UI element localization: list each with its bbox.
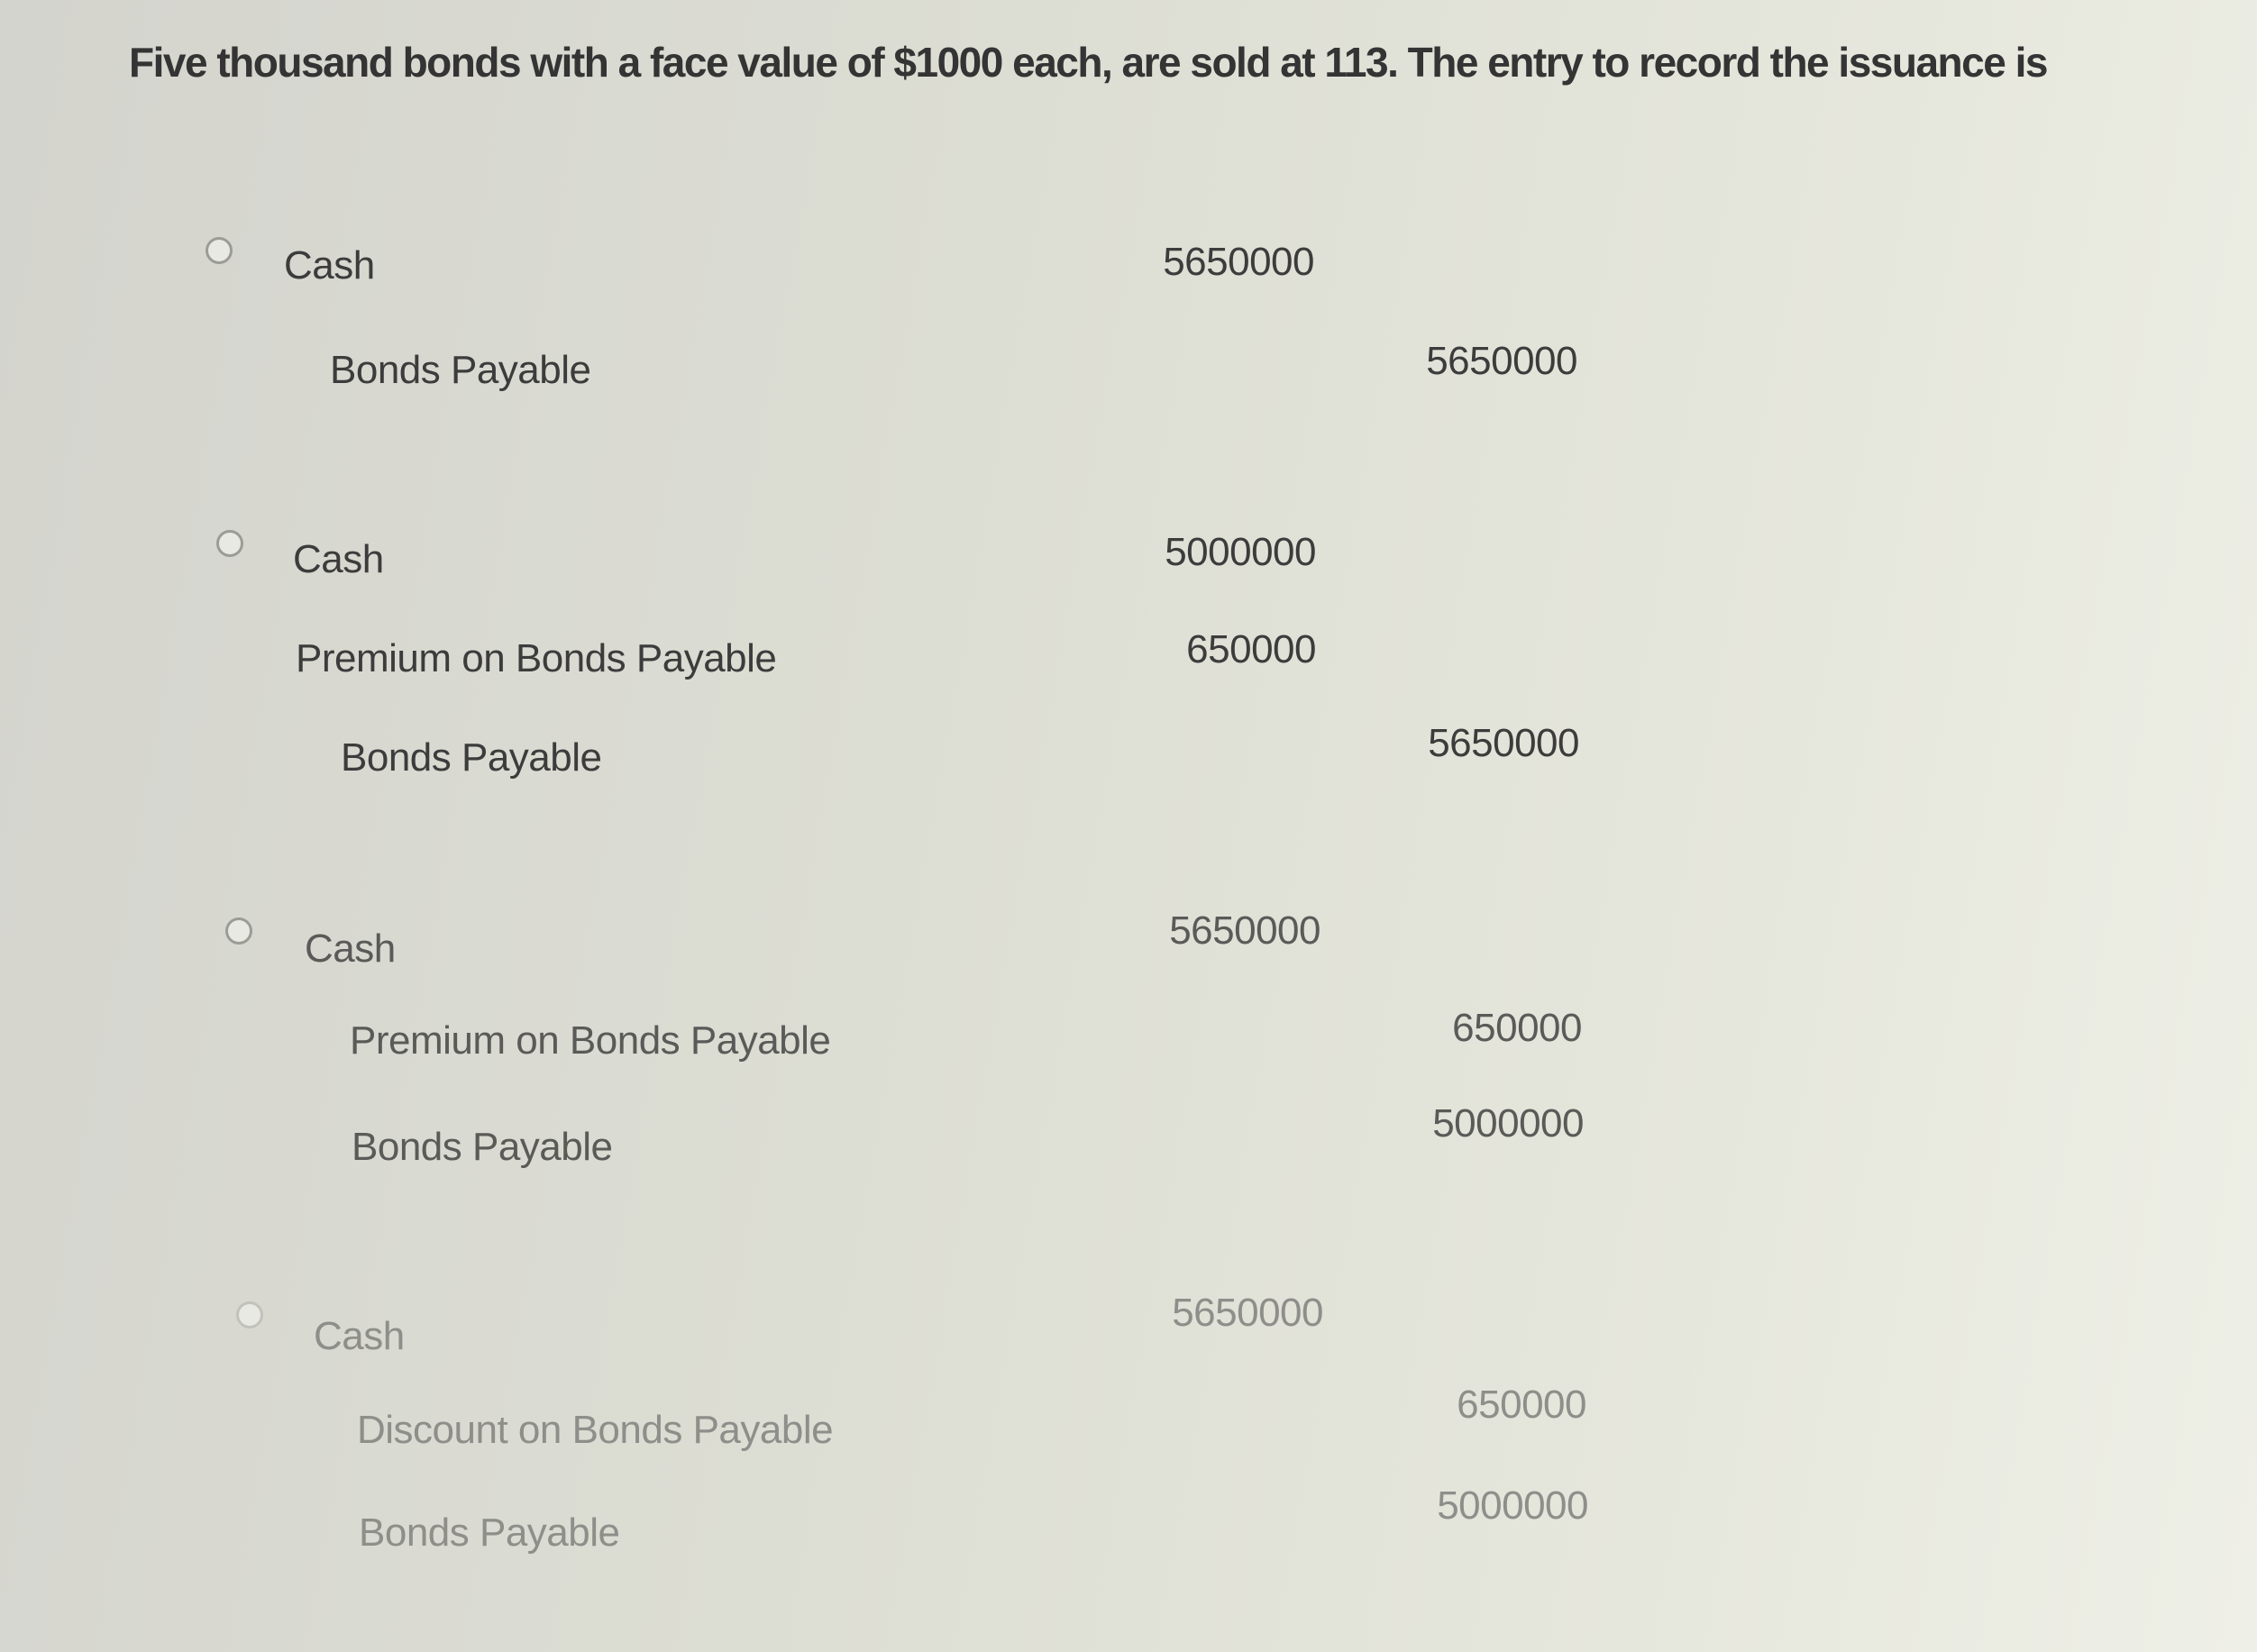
option-c-account-2: Premium on Bonds Payable: [350, 1018, 831, 1063]
option-d-account-3: Bonds Payable: [359, 1511, 620, 1555]
option-d-credit-3: 5000000: [1437, 1483, 1588, 1528]
option-c-credit-2: 650000: [1452, 1006, 1582, 1050]
radio-button-option-c[interactable]: [225, 917, 252, 945]
option-d-credit-2: 650000: [1457, 1383, 1586, 1427]
option-b-account-2: Premium on Bonds Payable: [296, 636, 777, 680]
radio-button-option-b[interactable]: [216, 530, 243, 557]
option-a-debit-1: 5650000: [1163, 240, 1314, 284]
radio-button-option-a[interactable]: [206, 237, 233, 264]
option-c-credit-3: 5000000: [1432, 1101, 1584, 1145]
option-a-account-1: Cash: [284, 243, 375, 288]
option-a-credit-2: 5650000: [1426, 339, 1577, 383]
option-c-debit-1: 5650000: [1169, 908, 1320, 953]
option-c-account-3: Bonds Payable: [352, 1125, 613, 1169]
option-b-debit-2: 650000: [1186, 627, 1316, 671]
option-d-debit-1: 5650000: [1172, 1291, 1323, 1335]
radio-button-option-d[interactable]: [236, 1301, 263, 1328]
option-b-credit-3: 5650000: [1428, 721, 1579, 765]
option-c-account-1: Cash: [305, 926, 396, 971]
option-b-debit-1: 5000000: [1165, 530, 1316, 574]
option-b-account-1: Cash: [293, 537, 384, 581]
option-b-account-3: Bonds Payable: [341, 735, 602, 780]
option-d-account-2: Discount on Bonds Payable: [357, 1408, 834, 1452]
question-text: Five thousand bonds with a face value of $1000 each, are sold at 113. The entry to record the issuance is: [129, 39, 2047, 86]
option-a-account-2: Bonds Payable: [330, 348, 591, 392]
option-d-account-1: Cash: [314, 1314, 405, 1358]
